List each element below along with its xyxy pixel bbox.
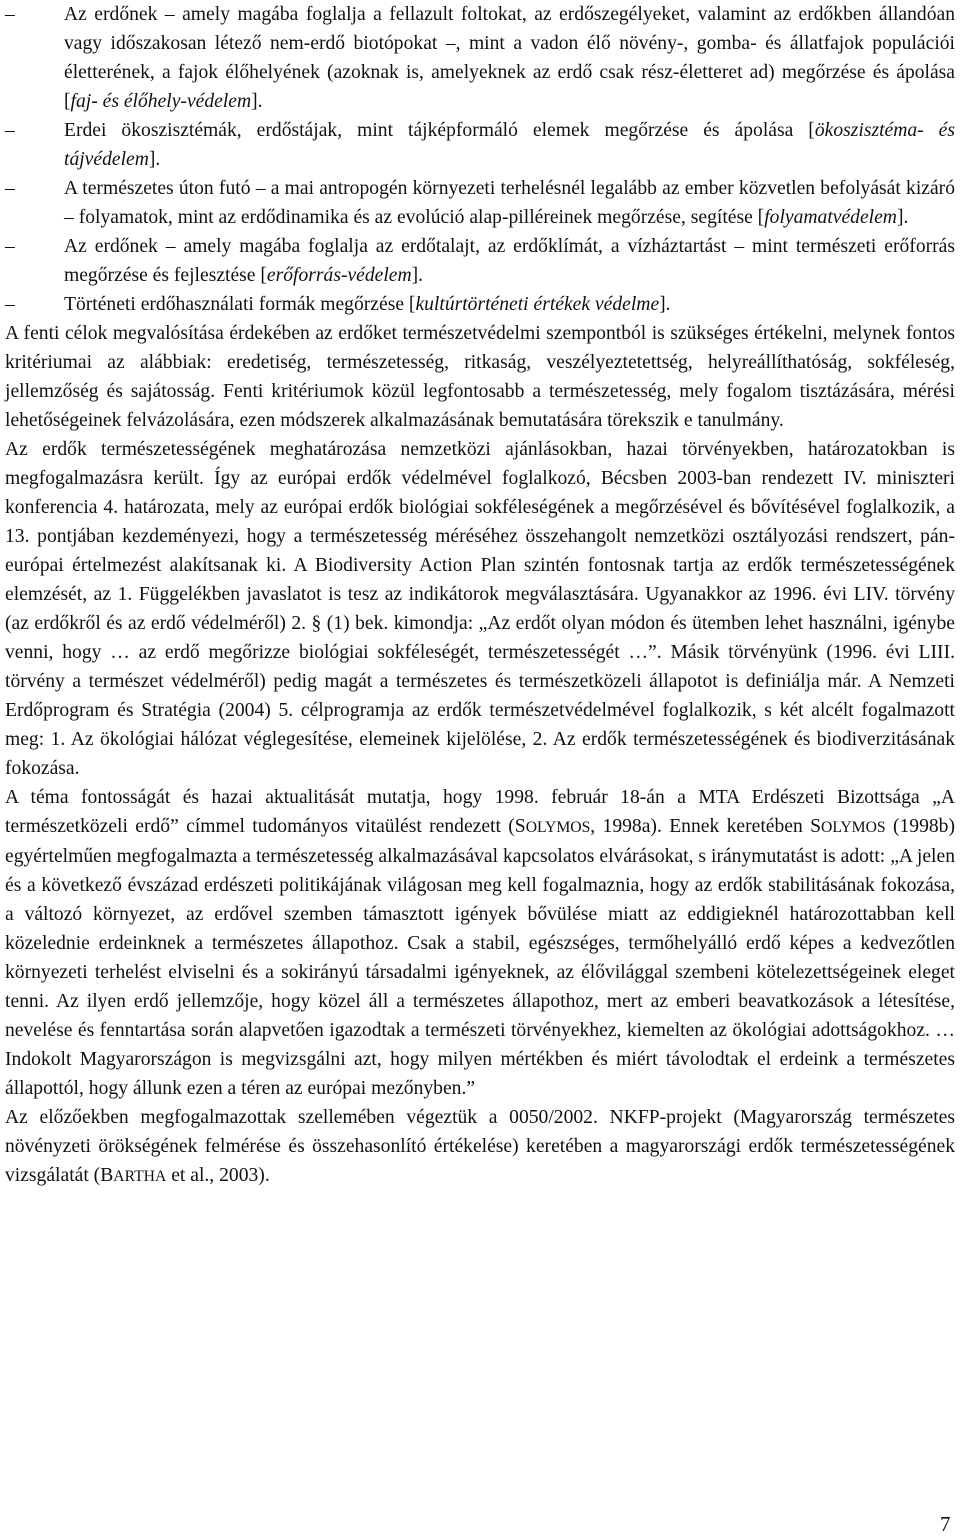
list-item-term: kultúrtörténeti értékek védelme xyxy=(415,294,660,315)
list-item-end: ]. xyxy=(251,91,263,112)
goals-list xyxy=(5,0,955,319)
list-item-end: ]. xyxy=(411,265,424,286)
paragraph-recommendations: Az erdők természetességének meghatározása nemzetközi ajánlásokban, hazai törvényekben, határozatokban is megfogalmazásra került. Így az európai erdők védelmével foglalkozó, Bécsben 2003-ban rendezett IV. miniszteri konferencia 4. határozata, mely az európai erdők biológiai sokféleségének a megőrzésével és bővítésével foglalkozik, a 13. pontjában kezdeményezi, hogy a természetesség méréséhez összehangolt nemzetközi osztályozási rendszert, pán-európai értelmezést alakítsanak ki. A Biodiversity Action Plan szintén fontosnak tartja az erdők természetességének elemzését, az 1. Függelékben javaslatot is tesz az indikátorok megválasztására. Ugyanakkor az 1996. évi LIV. törvény (az erdőkről és az erdő védelméről) 2. § (1) bek. kimondja: „Az erdőt olyan módon és ütemben lehet használni, igénybe venni, hogy … az erdő megőrizze biológiai sokféleségét, természetességét …”. Másik törvényünk (1996. évi LIII. törvény a természet védelméről) pedig magát a természetes és természetközeli állapotot is definiálja már. A Nemzeti Erdőprogram és Stratégia (2004) 5. célprogramja az erdők természetvédelmével foglalkozik, s két alcélt fogalmazott meg: 1. Az ökológiai hálózat véglegesítése, elemeinek kijelölése, 2. Az erdők természetességének és biodiverzitásának fokozása. xyxy=(5,439,955,779)
paragraph-text: (1998b) egyértelműen megfogalmazta a természetesség alkalmazásával kapcsolatos elvárásokat, s iránymutatást is adott: „A jelen és a következő évszázad erdészeti politikájának világosan meg kell fogalmaznia, hogy az erdők stabilitásának fokozása, a változó környezet, az erdővel szemben támasztott igények bővülése miatt az eddigieknél határozottabban kell közelednie erdeinknek a természetes állapothoz. Csak a stabil, egészséges, termőhelyálló erdő képes a kedvezőtlen környezeti terhelést elviselni és a sokirányú társadalmi igényeknek, az élővilággal szembeni kötelezettségeinek eleget tenni. Az ilyen erdő jellemzője, hogy közel áll a természetes állapothoz, mert az emberi beavatkozások a létesítése, nevelése és fenntartása során alapvetően igazodtak a természeti törvényekhez, kiemelten az ökológiai adottságokhoz. … Indokolt Magyarországon is megvizsgálni azt, hogy milyen mértékben és miért távolodtak el erdeink a természetes állapottól, hogy állunk ezen a téren az európai mezőnyben.” xyxy=(5,816,955,1099)
list-item-text: A természetes úton futó – a mai antropogén környezeti terhelésnél legalább az ember közvetlen befolyását kizáró – folyamatok, mint az erdődinamika és az evolúció alap-pilléreinek megőrzése, segítése [ xyxy=(64,178,955,228)
dash-marker: – xyxy=(5,120,15,141)
list-item-term: folyamatvédelem xyxy=(764,207,897,228)
list-item-text: Az erdőnek – amely magába foglalja a fellazult foltokat, az erdőszegélyeket, valamint az erdőkben állandóan vagy időszakosan létező nem-erdő biotópokat –, mint a vadon élő növény-, gomba- és állatfajok populációi életterének, a fajok élőhelyének (azoknak is, amelyeknek az erdő csak rész-életteret ad) megőrzése és ápolása [ xyxy=(64,4,955,112)
list-item xyxy=(5,290,955,319)
dash-marker: – xyxy=(5,294,15,315)
list-item xyxy=(5,232,955,290)
paragraph-project xyxy=(5,1103,955,1191)
author-smallcaps: ARTHA xyxy=(113,1168,167,1185)
paragraph-solymos xyxy=(5,783,955,1103)
list-item-text: Történeti erdőhasználati formák megőrzése [ xyxy=(64,294,416,315)
page-number: 7 xyxy=(940,1512,951,1536)
list-item-end: ]. xyxy=(659,294,671,315)
list-item xyxy=(5,174,955,232)
paragraph-text: et al., 2003). xyxy=(166,1165,270,1186)
list-item xyxy=(5,0,955,116)
list-item-end: ]. xyxy=(896,207,909,228)
list-item-end: ]. xyxy=(148,149,161,170)
list-item-term: ökoszisztéma- és tájvédelem xyxy=(64,120,955,170)
author-smallcaps: OLYMOS xyxy=(821,819,886,836)
list-item-text: Az erdőnek – amely magába foglalja az erdőtalajt, az erdőklímát, a vízháztartást – mint természeti erőforrás megőrzése és fejlesztése [ xyxy=(64,236,955,286)
list-item-term: erőforrás-védelem xyxy=(266,265,412,286)
paragraph-text: , 1998a). Ennek keretében S xyxy=(590,816,821,837)
paragraph-text: A téma fontosságát és hazai aktualitását mutatja, hogy 1998. február 18-án a MTA Erdészeti Bizottsága „A természetközeli erdő” címmel tudományos vitaülést rendezett (S xyxy=(5,787,955,837)
document-page xyxy=(5,0,955,1191)
dash-marker: – xyxy=(5,236,15,257)
list-item-text: Erdei ökoszisztémák, erdőstájak, mint tájképformáló elemek megőrzése és ápolása [ xyxy=(64,120,815,141)
dash-marker: – xyxy=(5,4,15,25)
paragraph-text: Az előzőekben megfogalmazottak szellemében végeztük a 0050/2002. NKFP-projekt (Magyarország természetes növényzeti örökségének felmérése és összehasonlító értékelése) keretében a magyarországi erdők természetességének vizsgálatát (B xyxy=(5,1107,955,1186)
dash-marker: – xyxy=(5,178,15,199)
list-item-term: faj- és élőhely-védelem xyxy=(70,91,252,112)
list-item xyxy=(5,116,955,174)
paragraph-criteria: A fenti célok megvalósítása érdekében az erdőket természetvédelmi szempontból is szükséges értékelni, melynek fontos kritériumai az alábbiak: eredetiség, természetesség, ritkaság, veszélyeztetettség, helyreállíthatóság, sokféleség, jellemzőség és sajátosság. Fenti kritériumok közül legfontosabb a természetesség, mely fogalom tisztázására, mérési lehetőségeinek felvázolására, ezen módszerek alkalmazásának bemutatására törekszik e tanulmány. xyxy=(5,323,955,431)
author-smallcaps: OLYMOS xyxy=(525,819,591,836)
